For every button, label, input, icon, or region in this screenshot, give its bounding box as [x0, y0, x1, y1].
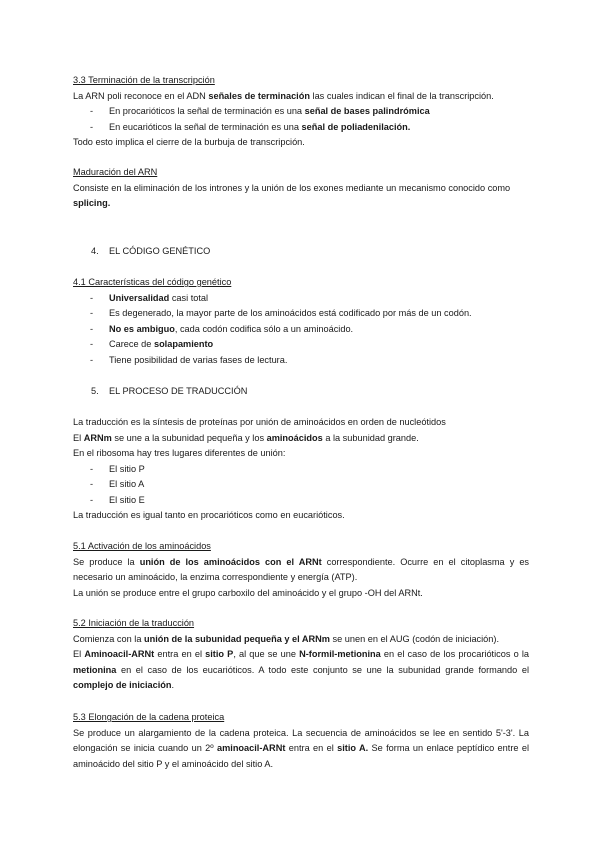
list-item: - No es ambiguo, cada codón codifica sólo a un aminoácido.	[90, 323, 354, 334]
list-item: - Tiene posibilidad de varias fases de lectura.	[90, 354, 288, 365]
heading-4-1: 4.1 Características del código genético	[73, 277, 232, 287]
paragraph-traduccion-4: La traducción es igual tanto en procarióticos como en eucarióticos.	[73, 510, 345, 520]
section-4-1	[73, 275, 529, 368]
section-4-number: 4.	[91, 246, 99, 256]
heading-3-3: 3.3 Terminación de la transcripción	[73, 75, 215, 85]
heading-5-2: 5.2 Iniciación de la traducción	[73, 618, 195, 628]
paragraph-3-3-outro: Todo esto implica el cierre de la burbuja de transcripción.	[73, 137, 305, 147]
heading-5-3: 5.3 Elongación de la cadena proteica	[73, 712, 225, 722]
heading-5-1: 5.1 Activación de los aminoácidos	[73, 541, 211, 551]
paragraph-3-3-intro: La ARN poli reconoce en el ADN señales de terminación las cuales indican el final de la transcripción.	[73, 90, 494, 101]
list-item: - Universalidad casi total	[90, 292, 209, 303]
list-item: - El sitio A	[90, 479, 145, 489]
list-item: - El sitio E	[90, 494, 145, 505]
list-item: - En eucarióticos la señal de terminación es una señal de poliadenilación.	[90, 121, 411, 132]
list-item: - El sitio P	[90, 463, 145, 474]
section-5-number: 5.	[91, 386, 99, 396]
paragraph-traduccion-2: El ARNm se une a la subunidad pequeña y los aminoácidos a la subunidad grande.	[73, 432, 419, 443]
section-4-title	[73, 244, 529, 260]
section-5-2	[73, 616, 529, 694]
section-5-title	[73, 384, 529, 400]
paragraph-5-2-2: El Aminoacil-ARNt entra en el sitio P, al que se une N-formil-metionina en el caso de los procarióticos o la metionina en el caso de los eucarióticos. A todo este conjunto se une la subunidad grande formando el complejo de iniciación.	[73, 649, 529, 690]
paragraph-traduccion-3: En el ribosoma hay tres lugares diferentes de unión:	[73, 448, 286, 458]
list-item: - Carece de solapamiento	[90, 339, 214, 349]
section-5-1	[73, 539, 529, 601]
paragraph-5-1-2: La unión se produce entre el grupo carboxilo del aminoácido y el grupo -OH del ARNt.	[73, 587, 423, 598]
paragraph-maduracion: Consiste en la eliminación de los intrones y la unión de los exones mediante un mecanismo conocido como splicing.	[73, 182, 511, 208]
section-maduracion	[73, 165, 529, 212]
heading-maduracion: Maduración del ARN	[73, 167, 158, 177]
list-item: - En procarióticos la señal de terminación es una señal de bases palindrómica	[90, 106, 430, 116]
paragraph-5-1-1: Se produce la unión de los aminoácidos con el ARNt correspondiente. Ocurre en el citoplasma y es necesario un aminoácido, la enzima correspondiente y energía (ATP).	[73, 556, 530, 582]
paragraph-5-3-1: Se produce un alargamiento de la cadena proteica. La secuencia de aminoácidos se lee en sentido 5'-3'. La elongación se inicia cuando un 2º aminoacil-ARNt entra en el sitio A. Se forma un enlace peptídico entre el aminoácido del sitio P y el aminoácido del sitio A.	[73, 727, 529, 769]
list-item: - Es degenerado, la mayor parte de los aminoácidos está codificado por más de un codón.	[90, 308, 472, 318]
paragraph-traduccion-1: La traducción es la síntesis de proteínas por unión de aminoácidos en orden de nucleótidos	[73, 417, 446, 427]
section-4-heading: EL CÓDIGO GENÉTICO	[109, 246, 211, 256]
section-5-heading: EL PROCESO DE TRADUCCIÓN	[109, 386, 248, 396]
paragraph-5-2-1: Comienza con la unión de la subunidad pequeña y el ARNm se unen en el AUG (codón de iniciación).	[73, 633, 500, 644]
section-traduccion	[73, 415, 529, 524]
section-5-3	[73, 710, 529, 772]
section-3-3	[73, 73, 529, 151]
